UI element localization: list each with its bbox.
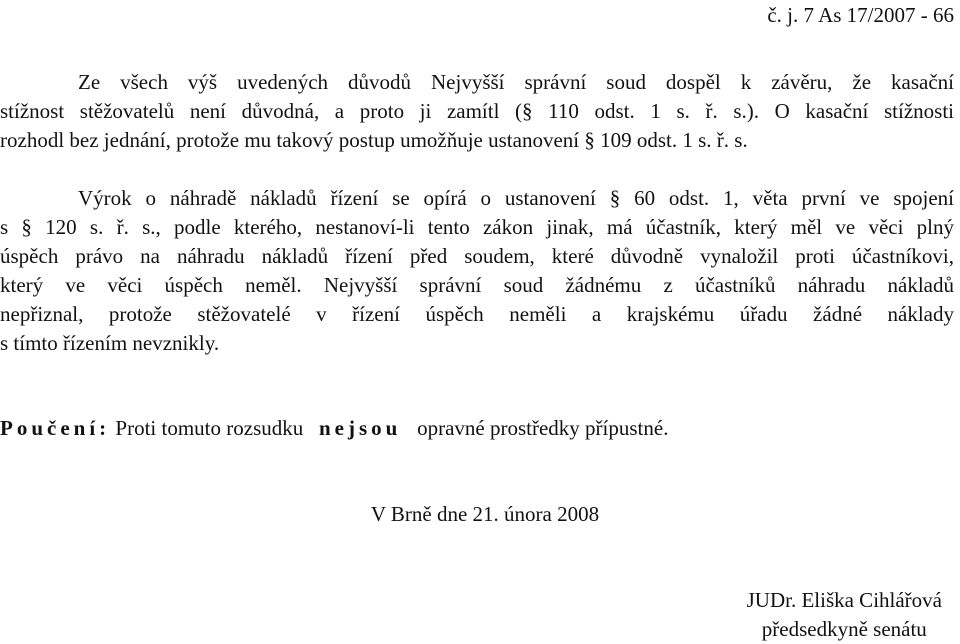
legal-instruction — [0, 414, 668, 443]
paragraph-line: s § 120 s. ř. s., podle kterého, nestanoví-li tento zákon jinak, má účastník, který měl ve věci plný — [0, 215, 954, 239]
paragraph-costs — [0, 184, 954, 358]
signature-name: JUDr. Eliška Cihlářová — [746, 588, 942, 612]
instruction-text-before: Proti tomuto rozsudku — [115, 416, 304, 440]
paragraph-line: úspěch právo na náhradu nákladů řízení před soudem, které důvodně vynaložil proti účastníkovi, — [0, 244, 954, 268]
paragraph-decision — [0, 68, 954, 155]
instruction-label: Poučení: — [0, 416, 111, 440]
signature-title: předsedkyně senátu — [761, 617, 927, 641]
paragraph-line: který ve věci úspěch neměl. Nejvyšší správní soud žádnému z účastníků náhradu nákladů — [0, 273, 954, 297]
date-line — [0, 500, 960, 529]
paragraph-line: Ze všech výš uvedených důvodů Nejvyšší správní soud dospěl k závěru, že kasační — [78, 70, 954, 94]
signature-block — [747, 586, 942, 644]
date-text: V Brně dne 21. února 2008 — [370, 502, 600, 526]
instruction-text-after: opravné prostředky přípustné. — [417, 416, 669, 440]
case-reference: č. j. 7 As 17/2007 - 66 — [767, 3, 954, 27]
instruction-emphasis: nejsou — [319, 416, 402, 440]
paragraph-line: rozhodl bez jednání, protože mu takový postup umožňuje ustanovení § 109 odst. 1 s. ř. s. — [0, 128, 748, 152]
paragraph-line: nepřiznal, protože stěžovatelé v řízení úspěch neměli a krajskému úřadu žádné náklady — [0, 302, 954, 326]
paragraph-line: Výrok o náhradě nákladů řízení se opírá o ustanovení § 60 odst. 1, věta první ve spojení — [78, 186, 954, 210]
paragraph-line: stížnost stěžovatelů není důvodná, a proto ji zamítl (§ 110 odst. 1 s. ř. s.). O kasační stížnosti — [0, 99, 954, 123]
paragraph-line: s tímto řízením nevznikly. — [0, 331, 220, 355]
